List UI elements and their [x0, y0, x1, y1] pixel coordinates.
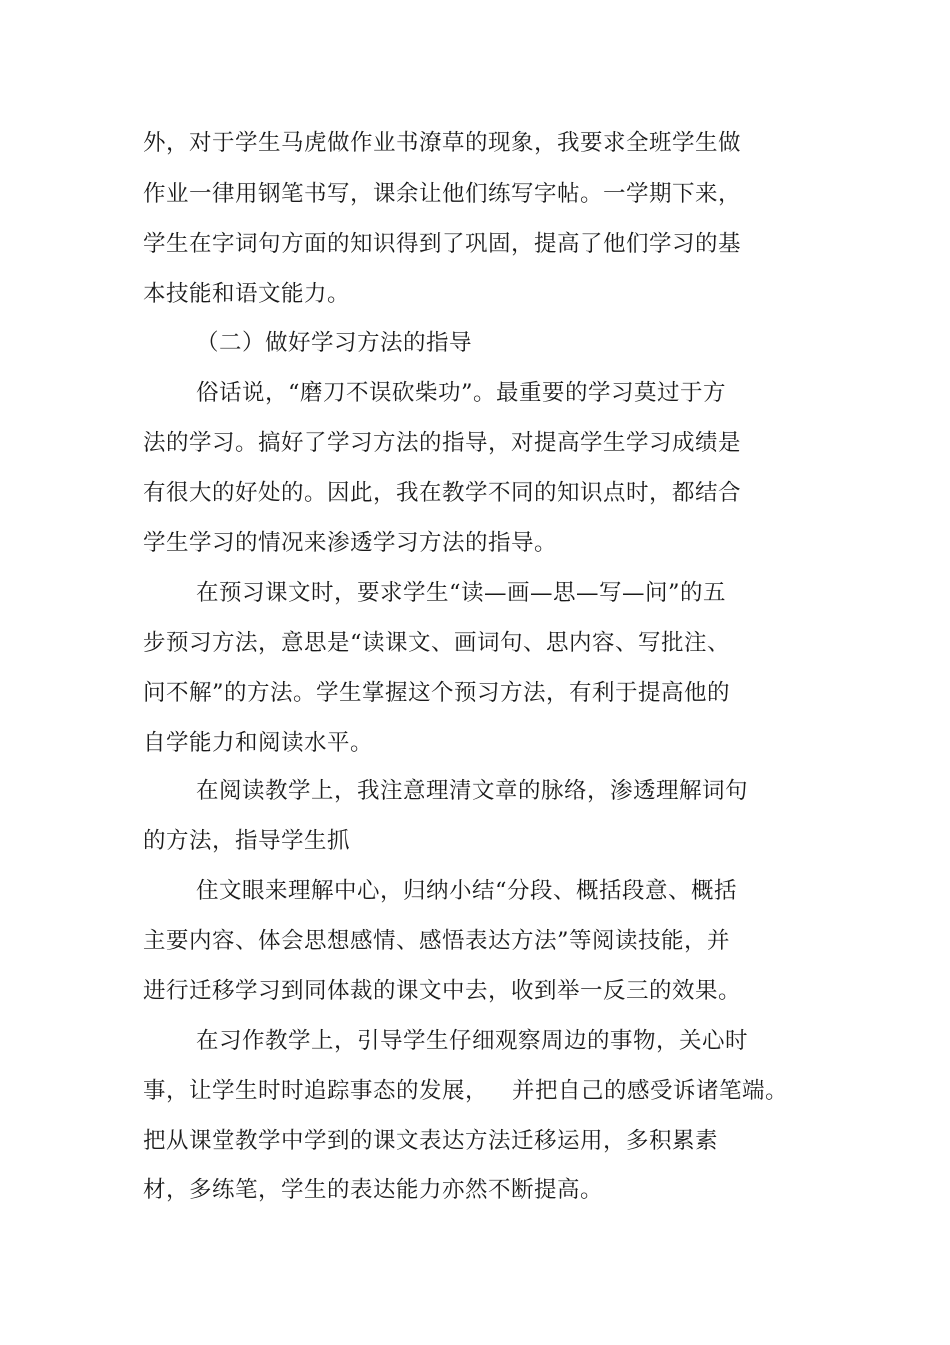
text-line: 本技能和语文能力。 [143, 281, 351, 307]
section-heading: （二）做好学习方法的指导 [196, 330, 473, 356]
text-line-continuation: 并把自己的感受诉诸笔端。 [512, 1078, 789, 1104]
text-line: 把从课堂教学中学到的课文表达方法迁移运用，多积累素 [143, 1128, 719, 1154]
text-line: 问不解”的方法。学生掌握这个预习方法，有利于提高他的 [143, 680, 731, 706]
text-line: 俗话说，“磨刀不误砍柴功”。最重要的学习莫过于方 [196, 380, 727, 406]
text-line: 的方法，指导学生抓 [143, 828, 351, 854]
text-line: 在阅读教学上，我注意理清文章的脉络，渗透理解词句 [196, 778, 749, 804]
text-line: 学生在字词句方面的知识得到了巩固，提高了他们学习的基 [143, 231, 742, 257]
text-line: 步预习方法，意思是“读课文、画词句、思内容、写批注、 [143, 630, 731, 656]
text-line: 主要内容、体会思想感情、感悟表达方法”等阅读技能，并 [143, 928, 731, 954]
text-line: 外，对于学生马虎做作业书潦草的现象，我要求全班学生做 [143, 130, 742, 156]
text-line: 有很大的好处的。因此，我在教学不同的知识点时，都结合 [143, 480, 742, 506]
text-line: 作业一律用钢笔书写，课余让他们练写字帖。一学期下来， [143, 181, 742, 207]
text-line: 住文眼来理解中心，归纳小结“分段、概括段意、概括 [196, 878, 738, 904]
text-line: 学生学习的情况来渗透学习方法的指导。 [143, 530, 558, 556]
text-line: 在习作教学上，引导学生仔细观察周边的事物，关心时 [196, 1028, 749, 1054]
text-line: 法的学习。搞好了学习方法的指导，对提高学生学习成绩是 [143, 430, 742, 456]
text-line: 自学能力和阅读水平。 [143, 730, 374, 756]
text-line: 在预习课文时，要求学生“读—画—思—写—问”的五 [196, 580, 727, 606]
text-line: 进行迁移学习到同体裁的课文中去，收到举一反三的效果。 [143, 978, 742, 1004]
text-line: 材，多练笔，学生的表达能力亦然不断提高。 [143, 1177, 604, 1203]
text-line: 事，让学生时时追踪事态的发展， [143, 1078, 489, 1104]
